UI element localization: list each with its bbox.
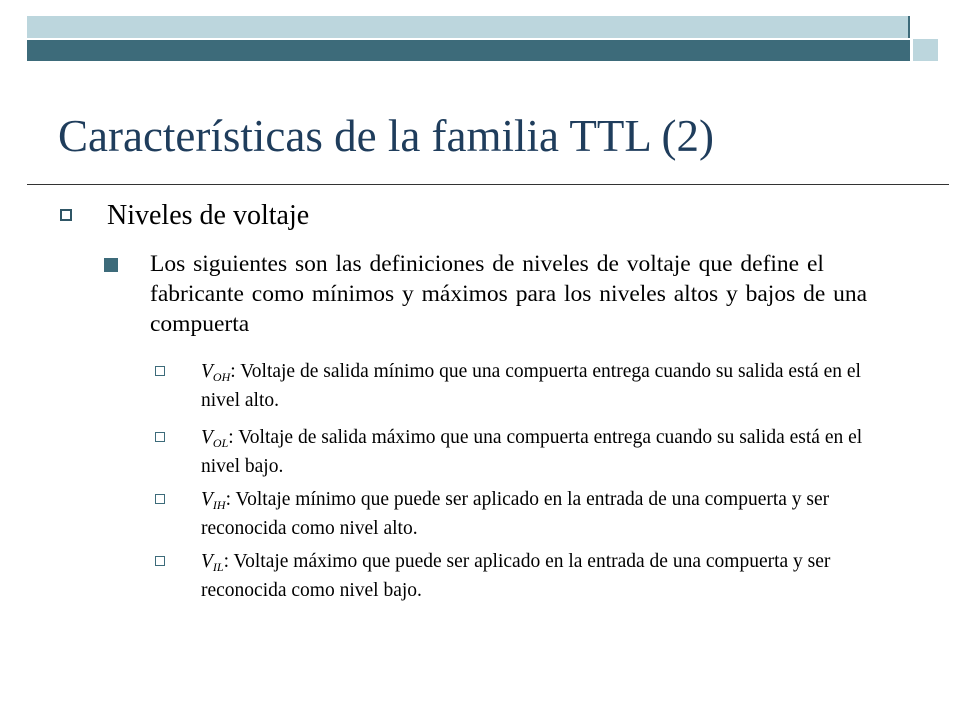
bullet-level1-text: Niveles de voltaje [107,200,310,231]
voltage-subscript: OH [212,370,231,384]
hollow-square-bullet-icon [155,366,165,376]
filled-square-bullet-icon [104,258,118,272]
header-band-divider [27,38,938,40]
hollow-square-bullet-icon [155,432,165,442]
definition-text: : Voltaje de salida máximo que una compuerta entrega cuando su salida está en el nivel bajo. [201,427,863,477]
hollow-square-bullet-icon [60,209,72,221]
definition-text: : Voltaje de salida mínimo que una compuerta entrega cuando su salida está en el nivel alto. [201,361,861,411]
bullet-level3-vol [155,426,895,478]
voltage-subscript: IH [212,498,226,512]
bullet-level1 [60,198,309,234]
voltage-subscript: IL [212,560,224,574]
hollow-square-bullet-icon [155,494,165,504]
header-band-light [27,16,908,38]
definition-text: : Voltaje mínimo que puede ser aplicado en la entrada de una compuerta y ser reconocida como nivel alto. [201,489,830,539]
voltage-symbol: V [201,427,213,448]
voltage-symbol: V [201,489,213,510]
bullet-level3-vil [155,550,895,602]
voltage-symbol: V [201,551,213,572]
bullet-level3-voh [155,360,895,412]
title-rule [27,184,949,185]
header-square-top [913,16,938,38]
definition-text: : Voltaje máximo que puede ser aplicado en la entrada de una compuerta y ser reconocida como nivel bajo. [201,551,831,601]
bullet-level3-vih [155,488,895,540]
voltage-symbol: V [201,361,213,382]
bullet-level2-text: Los siguientes son las definiciones de niveles de voltaje que define el fabricante como mínimos y máximos para los niveles altos y bajos de una compuerta [150,251,868,337]
slide-title: Características de la familia TTL (2) [58,111,714,161]
voltage-subscript: OL [212,436,229,450]
bullet-level2 [104,249,924,339]
header-square-bottom [913,39,938,61]
hollow-square-bullet-icon [155,556,165,566]
